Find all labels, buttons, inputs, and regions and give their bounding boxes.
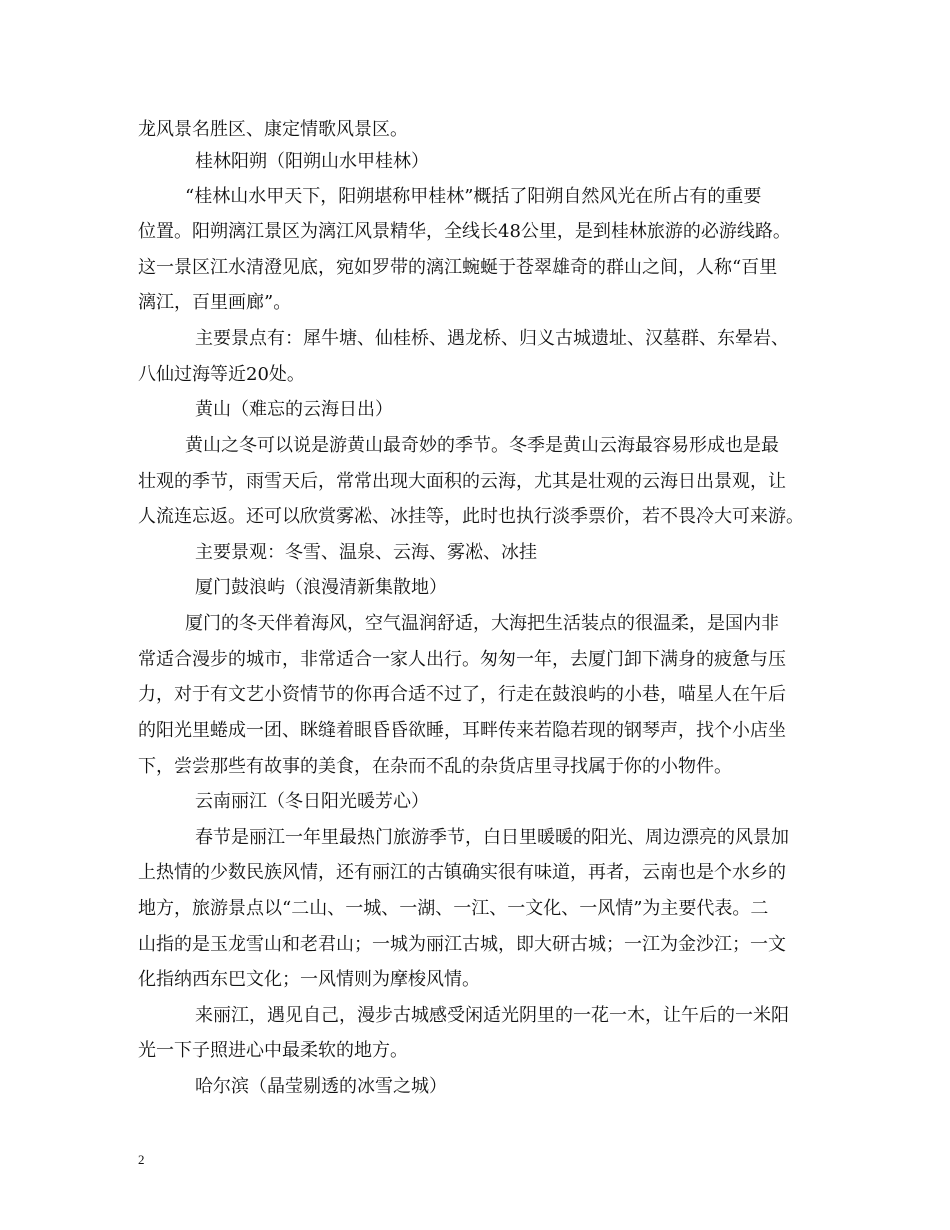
text-line: 八仙过海等近20处。 xyxy=(138,364,305,385)
text-line: 主要景点有：犀牛塘、仙桂桥、遇龙桥、归义古城遗址、汉墓群、东晕岩、 xyxy=(195,328,789,349)
text-line: 常适合漫步的城市，非常适合一家人出行。匆匆一年，去厦门卸下满身的疲惫与压 xyxy=(138,649,786,670)
text-line: 山指的是玉龙雪山和老君山；一城为丽江古城，即大研古城；一江为金沙江；一文 xyxy=(138,934,786,955)
section-heading-lijiang: 云南丽江（冬日阳光暖芳心） xyxy=(195,791,429,812)
page-number: 2 xyxy=(138,1152,145,1167)
text-line: 上热情的少数民族风情，还有丽江的古镇确实很有味道，再者，云南也是个水乡的 xyxy=(138,862,786,883)
text-line: 位置。阳朔漓江景区为漓江风景精华，全线长48公里，是到桂林旅游的必游线路。 xyxy=(138,221,791,242)
text-line: 来丽江，遇见自己，漫步古城感受闲适光阴里的一花一木，让午后的一米阳 xyxy=(195,1005,789,1026)
section-heading-huangshan: 黄山（难忘的云海日出） xyxy=(195,399,393,420)
text-line: 光一下子照进心中最柔软的地方。 xyxy=(138,1040,408,1061)
text-line: 漓江，百里画廊”。 xyxy=(138,292,292,313)
text-line: 的阳光里蜷成一团、眯缝着眼昏昏欲睡，耳畔传来若隐若现的钢琴声，找个小店坐 xyxy=(138,720,786,741)
text-line: 这一景区江水清澄见底，宛如罗带的漓江蜿蜒于苍翠雄奇的群山之间，人称“百里 xyxy=(138,257,778,278)
text-line: 龙风景名胜区、康定情歌风景区。 xyxy=(138,119,408,140)
text-line: 人流连忘返。还可以欣赏雾凇、冰挂等，此时也执行淡季票价，若不畏冷大可来游。 xyxy=(138,506,804,527)
section-heading-guilin: 桂林阳朔（阳朔山水甲桂林） xyxy=(195,151,429,172)
text-line: 壮观的季节，雨雪天后，常常出现大面积的云海，尤其是壮观的云海日出景观，让 xyxy=(138,471,786,492)
text-line: 下，尝尝那些有故事的美食，在杂而不乱的杂货店里寻找属于你的小物件。 xyxy=(138,756,732,777)
text-line: “桂林山水甲天下，阳朔堪称甲桂林”概括了阳朔自然风光在所占有的重要 xyxy=(185,186,762,207)
text-line: 地方，旅游景点以“二山、一城、一湖、一江、一文化、一风情”为主要代表。二 xyxy=(138,898,769,919)
text-line: 化指纳西东巴文化；一风情则为摩梭风情。 xyxy=(138,969,480,990)
text-line: 主要景观：冬雪、温泉、云海、雾凇、冰挂 xyxy=(195,542,537,563)
section-heading-harbin: 哈尔滨（晶莹剔透的冰雪之城） xyxy=(195,1076,447,1097)
text-line: 黄山之冬可以说是游黄山最奇妙的季节。冬季是黄山云海最容易形成也是最 xyxy=(185,435,779,456)
text-line: 春节是丽江一年里最热门旅游季节，白日里暖暖的阳光、周边漂亮的风景加 xyxy=(195,827,789,848)
section-heading-xiamen: 厦门鼓浪屿（浪漫清新集散地） xyxy=(195,577,447,598)
text-line: 厦门的冬天伴着海风，空气温润舒适，大海把生活装点的很温柔，是国内非 xyxy=(185,613,779,634)
text-line: 力，对于有文艺小资情节的你再合适不过了，行走在鼓浪屿的小巷，喵星人在午后 xyxy=(138,684,786,705)
